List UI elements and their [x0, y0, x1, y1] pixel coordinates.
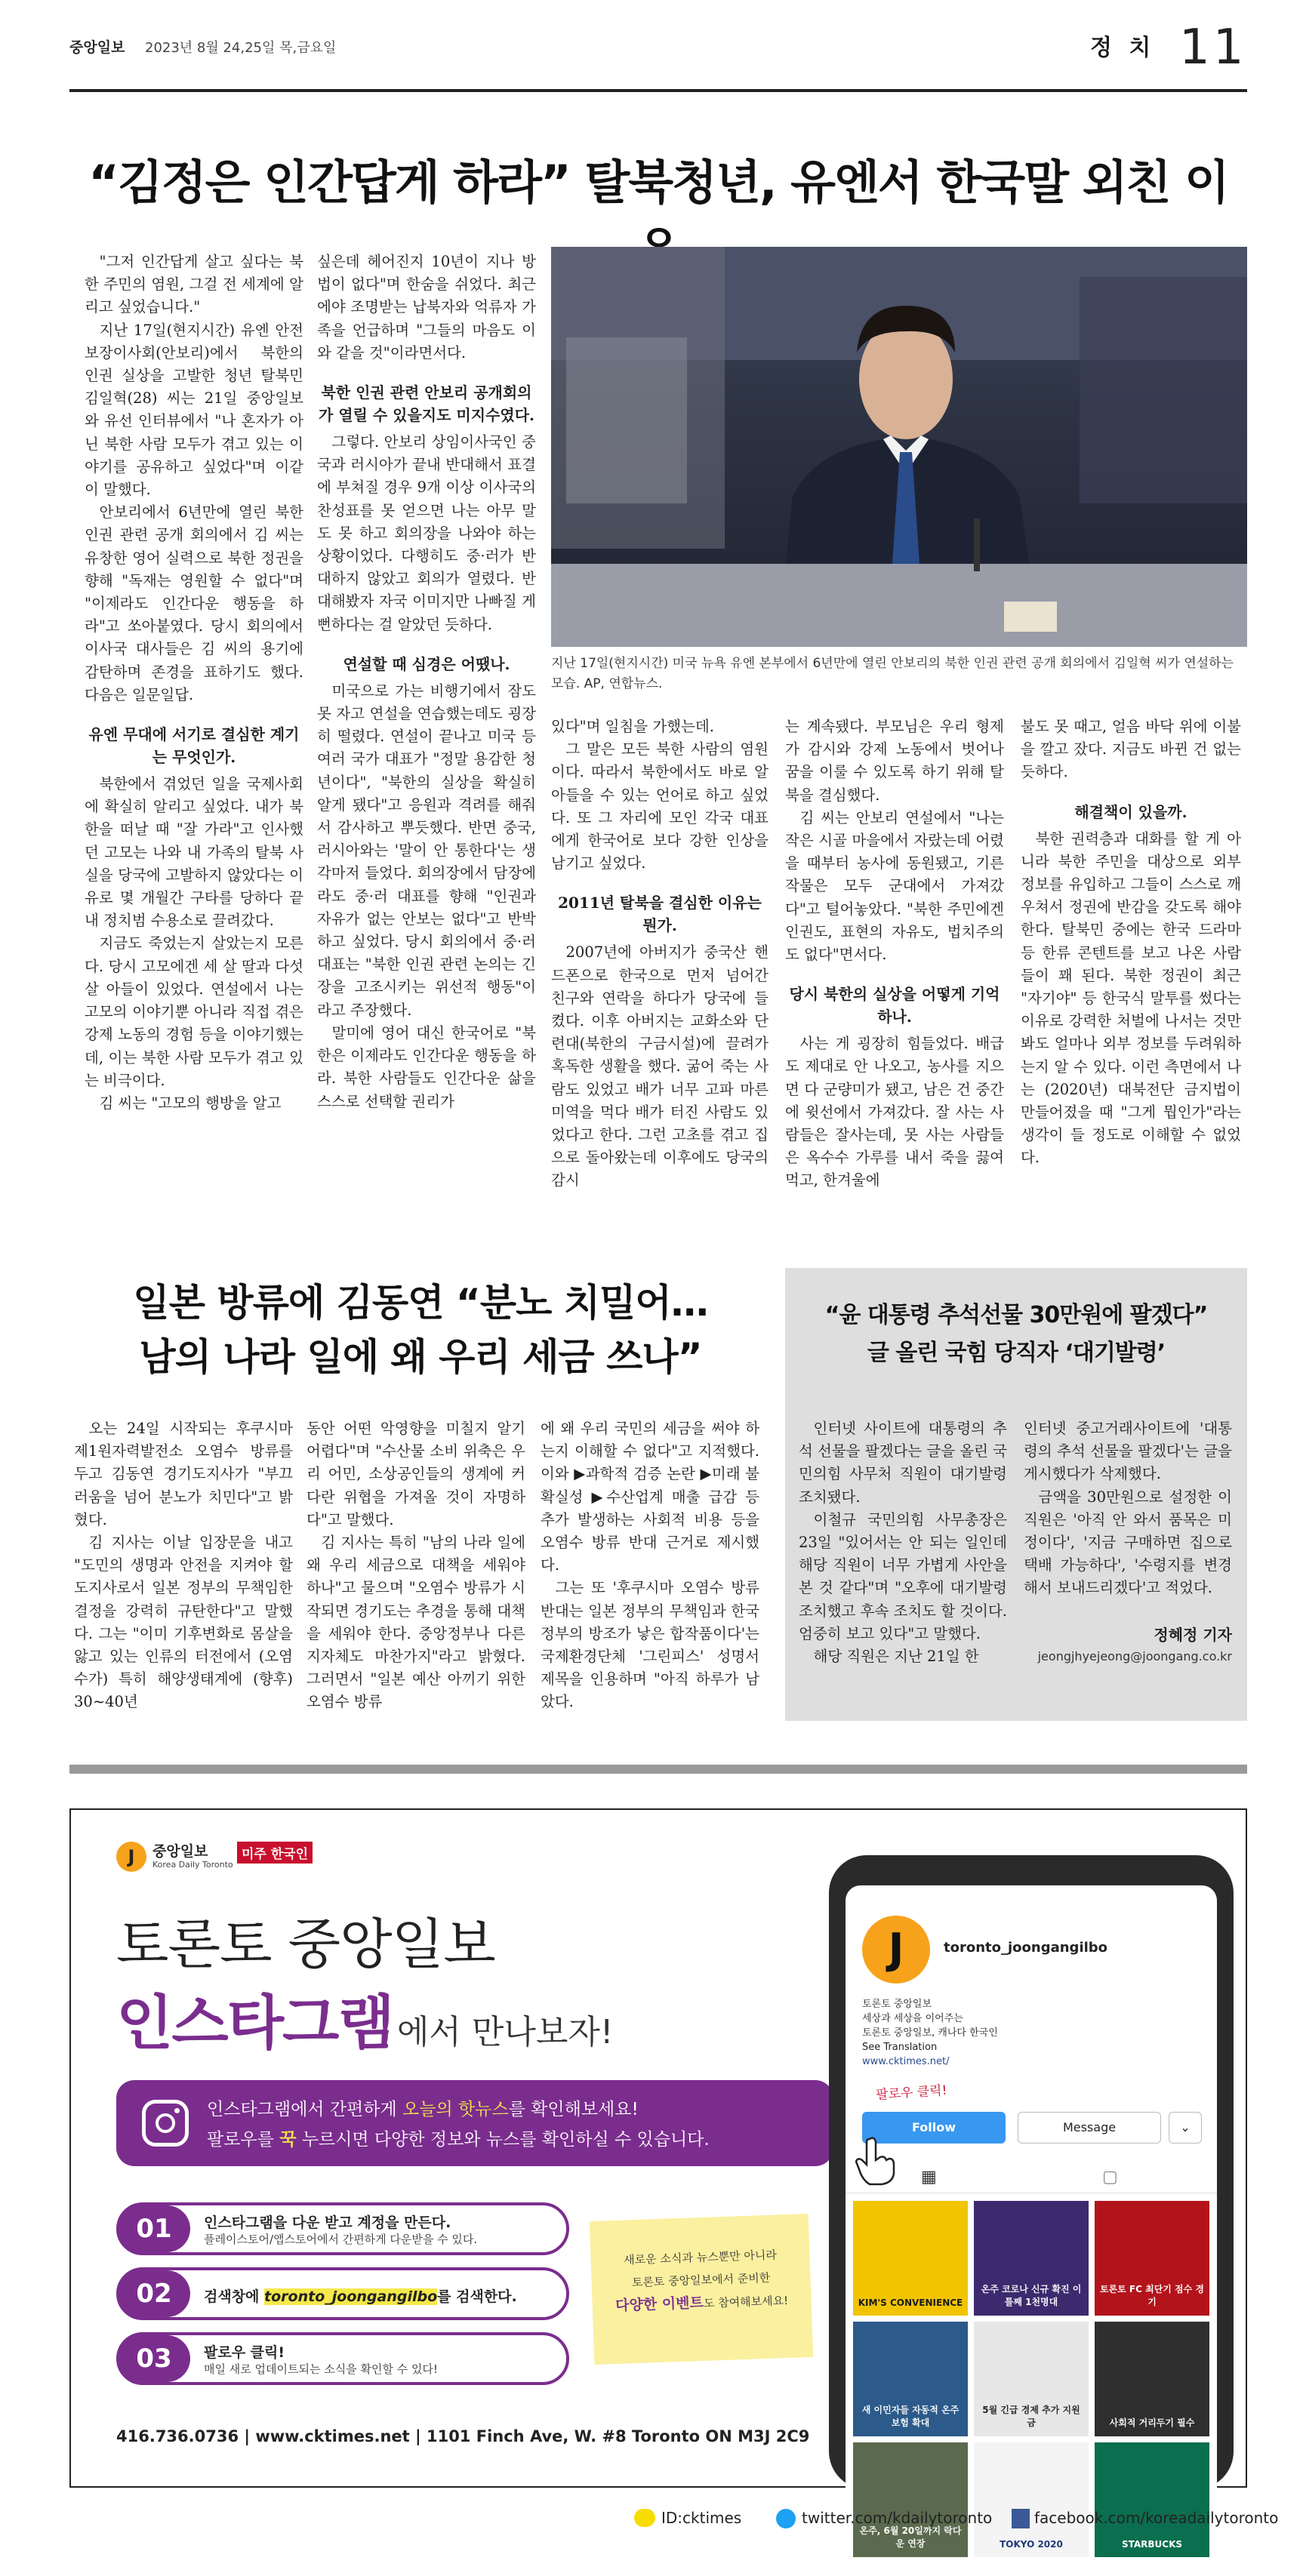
chevron-down-icon: ⌄	[1180, 2120, 1191, 2134]
note-line1: 새로운 소식과 뉴스뿐만 아니라	[623, 2248, 778, 2267]
paragraph: 그렇다. 안보리 상임이사국인 중국과 러시아가 끝내 반대해서 표결에 부쳐질 경우 9개 이상 이사국의 찬성표를 못 얻으면 나는 아무 말도 못 하고 회의장을 나와야 하는 상황이었다. 다행히도 중·러가 반대하지 않았고 회의가 열렸다. 반대해봤자 자국 이미지만 나빠질 게 뻔하다는 걸 알았던 듯하다.	[317, 433, 536, 633]
paragraph: 동안 어떤 악영향을 미칠지 알기 어렵다"며 "수산물 소비 위축은 우리 어민, 소상공인들의 생계에 커다란 위협을 가져올 것이 자명하다"고 말했다.	[306, 1420, 525, 1528]
ad-logo	[116, 1840, 358, 1878]
bio-line5: www.cktimes.net/	[862, 2056, 950, 2067]
paragraph: 오는 24일 시작되는 후쿠시마 제1원자력발전소 오염수 방류를 두고 김동연 경기도지사가 "부끄러움을 넘어 분노가 치민다"고 밝혔다.	[74, 1420, 293, 1528]
instagram-icon	[142, 2100, 189, 2147]
section-name: 정 치	[1090, 35, 1156, 61]
post-tile-7[interactable]: 온주, 6월 20일까지 락다운 연장	[853, 2442, 968, 2557]
paragraph: "그저 인간답게 살고 싶다는 북한 주민의 염원, 그걸 전 세계에 알리고 싶었습니다."	[85, 253, 303, 316]
article2-col1	[74, 1417, 293, 1714]
twitter-icon	[776, 2509, 796, 2528]
ad-title-line1: 토론토 중앙일보	[116, 1913, 495, 1976]
article1-col4	[785, 716, 1004, 1193]
paragraph: 미국으로 가는 비행기에서 잠도 못 자고 연설을 연습했는데도 굉장히 떨렸다. 연설이 끝나고 미국 등 여러 국가 대표가 "정말 용감한 청년이다", "북한의 실상을 확실히 알게 됐다"고 응원과 격려를 해줘서 감사하고 뿌듯했다. 반면 중국, 러시아와는 '말이 안 통한다'는 생각마저 들었다. 회의장에서 담장에라도 중·러 대표를 향해 "인권과 자유가 없는 안보는 없다"고 반박하고 싶었다. 당시 회의에서 중·러 대표는 "북한 인권 관련 논의는 긴장을 고조시키는 위선적 행동"이라고 주장했다.	[317, 682, 536, 1019]
subheading: 유엔 무대에 서기로 결심한 계기는 무엇인가.	[88, 725, 300, 767]
article3-headline-line1: “윤 대통령 추석선물 30만원에 팔겠다”	[824, 1302, 1208, 1328]
insta-follow-button[interactable]: Follow	[862, 2112, 1006, 2144]
paragraph: 김 지사는 이날 입장문을 내고 "도민의 생명과 안전을 지켜야 할 도지사로서 일본 정부의 무책임한 결정을 강력히 규탄한다"고 말했다. 그는 "이미 기후변화로 몸살을 앓고 있는 인류의 터전에서 (오염수가) 특히 해양생태계에 (향후) 30~40년	[74, 1534, 293, 1711]
insta-message-button[interactable]: Message	[1018, 2112, 1161, 2144]
paragraph: 김 씨는 "고모의 행방을 알고	[99, 1094, 282, 1112]
insta-bio	[862, 1997, 998, 2069]
kakao-id[interactable]: ID:cktimes	[661, 2509, 742, 2527]
step-2-search-term: toronto_joongangilbo	[264, 2288, 438, 2305]
subheading: 연설할 때 심경은 어땠나.	[343, 654, 510, 673]
ad-divider	[69, 1765, 1247, 1774]
note-highlight: 다양한 이벤트	[615, 2294, 704, 2314]
subheading: 해결책이 있을까.	[1074, 802, 1187, 821]
speaker-illustration	[551, 247, 1247, 647]
paragraph: 싶은데 헤어진지 10년이 지나 방법이 없다"며 한숨을 쉬었다. 최근에야 조명받는 납북자와 억류자 가족을 언급하며 "그들의 마음도 이와 같을 것"이라면서다.	[317, 253, 536, 362]
article1-col2	[317, 251, 536, 1113]
masthead-paper-name: 중앙일보	[69, 39, 125, 56]
paragraph: 는 계속됐다. 부모님은 우리 형제가 감시와 강제 노동에서 벗어나 꿈을 이룰 수 있도록 하기 위해 탈북을 결심했다.	[785, 718, 1004, 804]
paragraph: 이철규 국민의힘 사무총장은 23일 "있어서는 안 되는 일인데 해당 직원이 너무 가볍게 사안을 본 것 같다"며 "오후에 대기발령 조치했고 후속 조치도 할 것이다. 엄중히 보고 있다"고 말했다.	[799, 1510, 1007, 1642]
ad-contact: 416.736.0736 | www.cktimes.net | 1101 Finch Ave, W. #8 Toronto ON M3J 2C9	[116, 2427, 810, 2445]
ad-banner	[116, 2080, 833, 2166]
article2-headline-line1: 일본 방류에 김동연 “분노 치밀어…	[133, 1281, 708, 1325]
article3-col2	[1024, 1417, 1232, 1600]
paragraph: 북한에서 겪었던 일을 국제사회에 확실히 알리고 싶었다. 내가 북한을 떠날 때 "잘 가라"고 인사했던 고모는 나와 내 가족의 탈북 사실을 당국에 고발하지 않았다는 이유로 몇 개월간 구타를 당하다 끝내 정치범 수용소로 끌려갔다.	[85, 775, 303, 930]
ad-event-note	[590, 2214, 813, 2365]
paragraph: 안보리에서 6년만에 열린 북한 인권 관련 공개 회의에서 김 씨는 유창한 영어 실력으로 북한 정권을 향해 "독재는 영원할 수 없다"며 "이제라도 인간다운 행동을 하라"고 쏘아붙였다. 당시 회의에서 이사국 대사들은 김 씨의 용기에 감탄하며 존경을 표하기도 했다. 다음은 일문일답.	[85, 503, 303, 703]
paragraph: 그는 또 '후쿠시마 오염수 방류 반대는 일본 정부의 무책임과 한국 정부의 방조가 낳은 합작품이다'는 국제환경단체 '그린피스' 성명서 제목을 인용하며 "아직 하루가 남았다.	[541, 1579, 759, 1711]
insta-tab-bar	[846, 2163, 1217, 2193]
article3-headline-line2: 글 올린 국힘 당직자 ‘대기발령’	[867, 1340, 1166, 1366]
page-number: 11	[1179, 20, 1247, 75]
paragraph: 2007년에 아버지가 중국산 핸드폰으로 한국으로 먼저 넘어간 친구와 연락을 하다가 당국에 들켰다. 이후 아버지는 교화소와 단련대(북한의 구금시설)에 끌려가 혹독한 생활을 했다. 굶어 죽는 사람도 있었고 배가 너무 고파 마른 미역을 먹다 배가 터진 사람도 있었다고 한다. 그런 고초를 겪고 집으로 돌아왔는데 이후에도 당국의 감시	[551, 943, 769, 1190]
post-tile-9[interactable]: STARBUCKS	[1095, 2442, 1209, 2557]
insta-handle: toronto_joongangilbo	[944, 1940, 1108, 1956]
article1-photo	[551, 247, 1247, 647]
post-tile-8[interactable]: TOKYO 2020	[974, 2442, 1089, 2557]
paragraph: 사는 게 굉장히 힘들었다. 배급도 제대로 안 나오고, 농사를 지으면 다 군량미가 됐고, 남은 건 중간에 윗선에서 가져갔다. 잘 사는 사람들은 잘사는데, 못 사는 사람들은 옥수수 가루를 내서 죽을 끓여 먹고, 한겨울에	[785, 1035, 1004, 1190]
article1-col5	[1021, 716, 1241, 1170]
grid-icon[interactable]: ▦	[921, 2168, 937, 2187]
subheading: 2011년 탈북을 결심한 이유는 뭔가.	[558, 894, 762, 935]
paragraph: 인터넷 사이트에 대통령의 추석 선물을 팔겠다는 글을 올린 국민의힘 사무처 직원이 대기발령 조치됐다.	[799, 1420, 1007, 1506]
article1-headline: “김정은 인간답게 하라” 탈북청년, 유엔서 한국말 외친 이	[88, 155, 1228, 210]
note-line2: 토론토 중앙일보에서 준비한	[631, 2270, 771, 2290]
ad-logo-name: 중앙일보	[152, 1843, 208, 1860]
article2-col3	[541, 1417, 759, 1714]
masthead-rule	[69, 89, 1247, 92]
post-tile-2[interactable]: 온주 코로나 신규 확진 이틀째 1천명대	[974, 2201, 1089, 2316]
ad-title-line2	[116, 1976, 614, 2060]
article3-byline	[1024, 1623, 1232, 1667]
subheading: 당시 북한의 실상을 어떻게 기억하나.	[789, 985, 1000, 1026]
bio-line1: 토론토 중앙일보	[862, 1999, 932, 2010]
byline-name: 정혜정 기자	[1154, 1626, 1232, 1644]
step-3-sub: 매일 새로 업데이트되는 소식을 확인할 수 있다!	[204, 2362, 438, 2376]
bio-line3: 토론토 중앙일보, 캐나다 한국인	[862, 2027, 998, 2039]
post-tile-5[interactable]: 5월 긴급 경제 추가 지원금	[974, 2322, 1089, 2436]
subheading: 북한 인권 관련 안보리 공개회의가 열릴 수 있을지도 미지수였다.	[319, 383, 534, 425]
facebook-link[interactable]: facebook.com/koreadailytoronto	[1034, 2509, 1279, 2527]
step-1-title: 인스타그램을 다운 받고 계정을 만든다.	[204, 2214, 451, 2231]
article1-col1	[85, 251, 303, 1115]
insta-dropdown-button[interactable]	[1169, 2112, 1202, 2144]
ad-logo-badge: 미주 한국인	[237, 1842, 313, 1864]
paragraph: 김 지사는 특히 "남의 나라 일에 왜 우리 세금으로 대책을 세워야 하나"고 물으며 "오염수 방류가 시작되면 경기도는 추경을 통해 대책을 세워야 한다. 중앙정부나 다른 지자체도 마찬가지"라고 밝혔다. 그러면서 "일본 예산 아끼기 위한 오염수 방류	[306, 1534, 525, 1711]
masthead-date: 2023년 8월 24,25일 목,금요일	[145, 40, 337, 56]
paragraph: 있다"며 일침을 가했는데.	[551, 718, 714, 735]
bio-line4: See Translation	[862, 2042, 938, 2053]
ad-title-rest: 에서 만나보자!	[396, 2013, 614, 2051]
facebook-icon	[1012, 2509, 1030, 2528]
article2-col2	[306, 1417, 525, 1714]
post-tile-6[interactable]: 사회적 거리두기 필수	[1095, 2322, 1209, 2436]
article3-col1	[799, 1417, 1007, 1668]
insta-avatar: J	[862, 1916, 930, 1984]
paragraph: 불도 못 때고, 얼음 바닥 위에 이불을 깔고 잤다. 지금도 바뀐 건 없는 듯하다.	[1021, 718, 1241, 781]
ad-banner-line1: 인스타그램에서 간편하게 오늘의 핫뉴스를 확인해보세요!	[207, 2100, 639, 2119]
ad-steps	[71, 1810, 72, 1811]
article1-col3	[551, 716, 769, 1193]
handwritten-follow-note: 팔로우 클릭!	[875, 2082, 948, 2104]
ad-logo-sub: Korea Daily Toronto	[152, 1860, 233, 1870]
article2-headline	[69, 1276, 772, 1384]
step-1-sub: 플레이스토어/앱스토어에서 간편하게 다운받을 수 있다.	[204, 2233, 478, 2246]
social-footer	[634, 2506, 1279, 2536]
banner-highlight-press: 꾹	[279, 2130, 297, 2150]
article3-headline	[785, 1297, 1247, 1372]
paragraph: 김 씨는 안보리 연설에서 "나는 작은 시골 마을에서 자랐는데 어렸을 때부터 농사에 동원됐고, 기른 작물은 모두 군대에서 가져갔다"고 털어놓았다. "북한 주민에겐 인권도, 표현의 자유도, 법치주의도 없다"면서다.	[785, 808, 1004, 964]
step-2-title: 검색창에 toronto_joongangilbo를 검색한다.	[204, 2288, 517, 2305]
step-3-number: 03	[118, 2335, 190, 2382]
paragraph: 북한 권력층과 대화를 할 게 아니라 북한 주민을 대상으로 외부 정보를 유입하고 그들이 스스로 깨우쳐서 정권에 반감을 갖도록 해야 한다. 탈북민 중에는 한국 드라마 등 한류 콘텐트를 보고 나온 사람들이 꽤 된다. 북한 정권이 최근 "자기야" 등 한국식 말투를 썼다는 이유로 강력한 처벌에 나서는 것만 봐도 얼마나 외부 정보를 두려워하는지 알 수 있다. 이런 측면에서 나는 (2020년) 대북전단 금지법이 만들어졌을 때 "그게 뭡인가"라는 생각이 들 정도로 이해할 수 없었다.	[1021, 829, 1241, 1167]
joongang-logo-icon: J	[116, 1842, 146, 1872]
ad-banner-line2: 팔로우를 꾹 누르시면 다양한 정보와 뉴스를 확인하실 수 있습니다.	[207, 2130, 710, 2150]
article2-headline-line2: 남의 나라 일에 왜 우리 세금 쓰나”	[139, 1335, 702, 1379]
masthead	[69, 0, 1247, 91]
twitter-link[interactable]: twitter.com/kdailytoronto	[802, 2509, 993, 2527]
post-tile-3[interactable]: 토론토 FC 최단기 점수 경기	[1095, 2201, 1209, 2316]
paragraph: 해당 직원은 지난 21일 한	[813, 1648, 979, 1666]
paragraph: 지금도 죽었는지 살았는지 모른다. 당시 고모에겐 세 살 딸과 다섯 살 아들이 있었다. 연설에서 나는 고모의 이야기뿐 아니라 직접 겪은 강제 노동의 경험 등을 이야기했는데, 이는 북한 사람 모두가 겪고 있는 비극이다.	[85, 934, 303, 1089]
paragraph: 그 말은 모든 북한 사람의 염원이다. 따라서 북한에서도 바로 알아들을 수 있는 언어로 하고 싶었다. 또 그 자리에 모인 각국 대표에게 한국어로 보다 강한 인상을 남기고 싶었다.	[551, 740, 769, 873]
post-tile-4[interactable]: 새 이민자들 자동적 온주 보험 확대	[853, 2322, 968, 2436]
note-line3: 다양한 이벤트도 참여해보세요!	[615, 2293, 789, 2314]
paragraph: 말미에 영어 대신 한국어로 "북한은 이제라도 인간다운 행동을 하라. 북한 사람들도 인간다운 삶을 스스로 선택할 권리가	[317, 1023, 536, 1110]
paragraph: 인터넷 중고거래사이트에 '대통령의 추석 선물을 팔겠다'는 글을 게시했다가 삭제했다.	[1024, 1420, 1232, 1483]
step-1-number: 01	[118, 2205, 190, 2252]
banner-highlight-news: 오늘의 핫뉴스	[402, 2100, 509, 2119]
step-2-number: 02	[118, 2270, 190, 2317]
kakao-icon	[634, 2509, 655, 2527]
ad-title-instagram: 인스타그램	[116, 1990, 393, 2057]
byline-email: jeongjhyejeong@joongang.co.kr	[1037, 1649, 1232, 1663]
paragraph: 금액을 30만원으로 설정한 이 직원은 '아직 안 와서 품목은 미정이다', '지금 구매하면 집으로 택배 가능하다', '수령지를 변경해서 보내드리겠다'고 적었다.	[1024, 1488, 1232, 1597]
step-3-title: 팔로우 클릭!	[204, 2344, 285, 2361]
article1-photo-caption: 지난 17일(현지시간) 미국 뉴욕 유엔 본부에서 6년만에 열린 안보리의 북한 인권 관련 공개 회의에서 김일혁 씨가 연설하는 모습. AP, 연합뉴스.	[551, 656, 1234, 691]
paragraph: 에 왜 우리 국민의 세금을 써야 하는지 이해할 수 없다"고 지적했다. 이와 ▶과학적 검증 논란 ▶미래 불확실성 ▶수산업계 매출 급감 등 추가 발생하는 사회적 비용 등을 오염수 방류 반대 근거로 제시했다.	[541, 1420, 759, 1574]
bio-line2: 세상과 세상을 이어주는	[862, 2013, 963, 2024]
tagged-icon[interactable]: ▢	[1102, 2168, 1118, 2187]
paragraph: 지난 17일(현지시간) 유엔 안전보장이사회(안보리)에서 북한의 인권 실상을 고발한 청년 탈북민 김일혁(28) 씨는 21일 중앙일보와 유선 인터뷰에서 "나 혼자가 아닌 북한 사람 모두가 겪고 있는 이야기를 공유하고 싶었다"며 이같이 말했다.	[85, 321, 303, 499]
post-tile-1[interactable]: KIM'S CONVENIENCE	[853, 2201, 968, 2316]
